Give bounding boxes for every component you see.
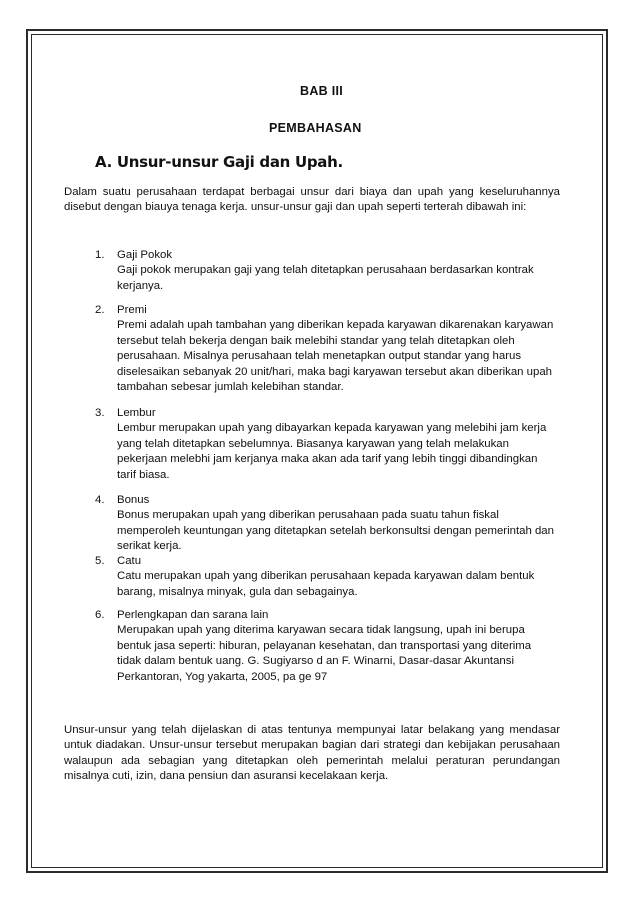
- section-title: PEMBAHASAN: [269, 121, 362, 135]
- intro-paragraph: Dalam suatu perusahaan terdapat berbagai unsur dari biaya dan upah yang keseluruhannya disebut dengan biauya tenaga kerja. unsur-unsur gaji dan upah seperti terterah dibawah ini:: [64, 186, 560, 214]
- list-item-number: 4.: [95, 494, 105, 506]
- list-item-description: Merupakan upah yang diterima karyawan secara tidak langsung, upah ini berupa bentuk jasa seperti: hiburan, pelayanan kesehatan, dan transportasi yang diterima tidak dalam bentuk uang. G. Sugiyarso d an F. Winarni, Dasar-dasar Akuntansi Perkantoran, Yog yakarta, 2005, pa ge 97: [117, 624, 532, 683]
- list-item-description: Premi adalah upah tambahan yang diberikan kepada karyawan dikarenakan karyawan tersebut telah bekerja dengan baik melebihi standar yang telah ditetapkan oleh perusahaan. Misalnya perusahaan telah menetapkan output standar yang harus diselesaikan sebanyak 20 unit/hari, maka bagi karyawan tersebut akan diberikan upah tambahan sebesar jumlah kelebihan standar.: [117, 319, 554, 394]
- closing-paragraph: Unsur-unsur yang telah dijelaskan di atas tentunya mempunyai latar belakang yang mendasar untuk diadakan. Unsur-unsur tersebut merupakan bagian dari strategi dan kebijakan perusahaan walaupun ada sebagian yang ditetapkan oleh pemerintah melalui peraturan perundangan misalnya cuti, izin, dana pensiun dan asuransi kecelakaan kerja.: [64, 724, 560, 783]
- list-item-number: 1.: [95, 249, 105, 261]
- list-item-title: Catu: [117, 555, 142, 567]
- list-item-number: 5.: [95, 555, 105, 567]
- list-item-number: 6.: [95, 609, 105, 621]
- list-item-description: Catu merupakan upah yang diberikan perusahaan kepada karyawan dalam bentuk barang, misalnya minyak, gula dan sebagainya.: [117, 570, 535, 598]
- list-item-title: Premi: [117, 304, 147, 316]
- list-item-title: Gaji Pokok: [117, 249, 173, 261]
- list-item-description: Bonus merupakan upah yang diberikan perusahaan pada suatu tahun fiskal memperoleh keuntungan yang ditetapkan setelah berkonsultsi dengan pemerintah dan serikat kerja.: [117, 509, 554, 553]
- list-item-description: Gaji pokok merupakan gaji yang telah ditetapkan perusahaan berdasarkan kontrak kerjanya.: [117, 264, 534, 292]
- list-item-title: Lembur: [117, 407, 156, 419]
- list-item-number: 2.: [95, 304, 105, 316]
- list-item-title: Perlengkapan dan sarana lain: [117, 609, 269, 621]
- subsection-heading: A. Unsur-unsur Gaji dan Upah.: [95, 153, 343, 171]
- chapter-heading: BAB III: [300, 84, 344, 98]
- list-item-title: Bonus: [117, 494, 150, 506]
- list-item-number: 3.: [95, 407, 105, 419]
- list-item-description: Lembur merupakan upah yang dibayarkan kepada karyawan yang melebihi jam kerja yang telah ditetapkan sebelumnya. Biasanya karyawan yang telah melakukan pekerjaan melebhi jam kerjanya maka akan ada tarif yang lebih tinggi dibandingkan tarif biasa.: [117, 422, 547, 481]
